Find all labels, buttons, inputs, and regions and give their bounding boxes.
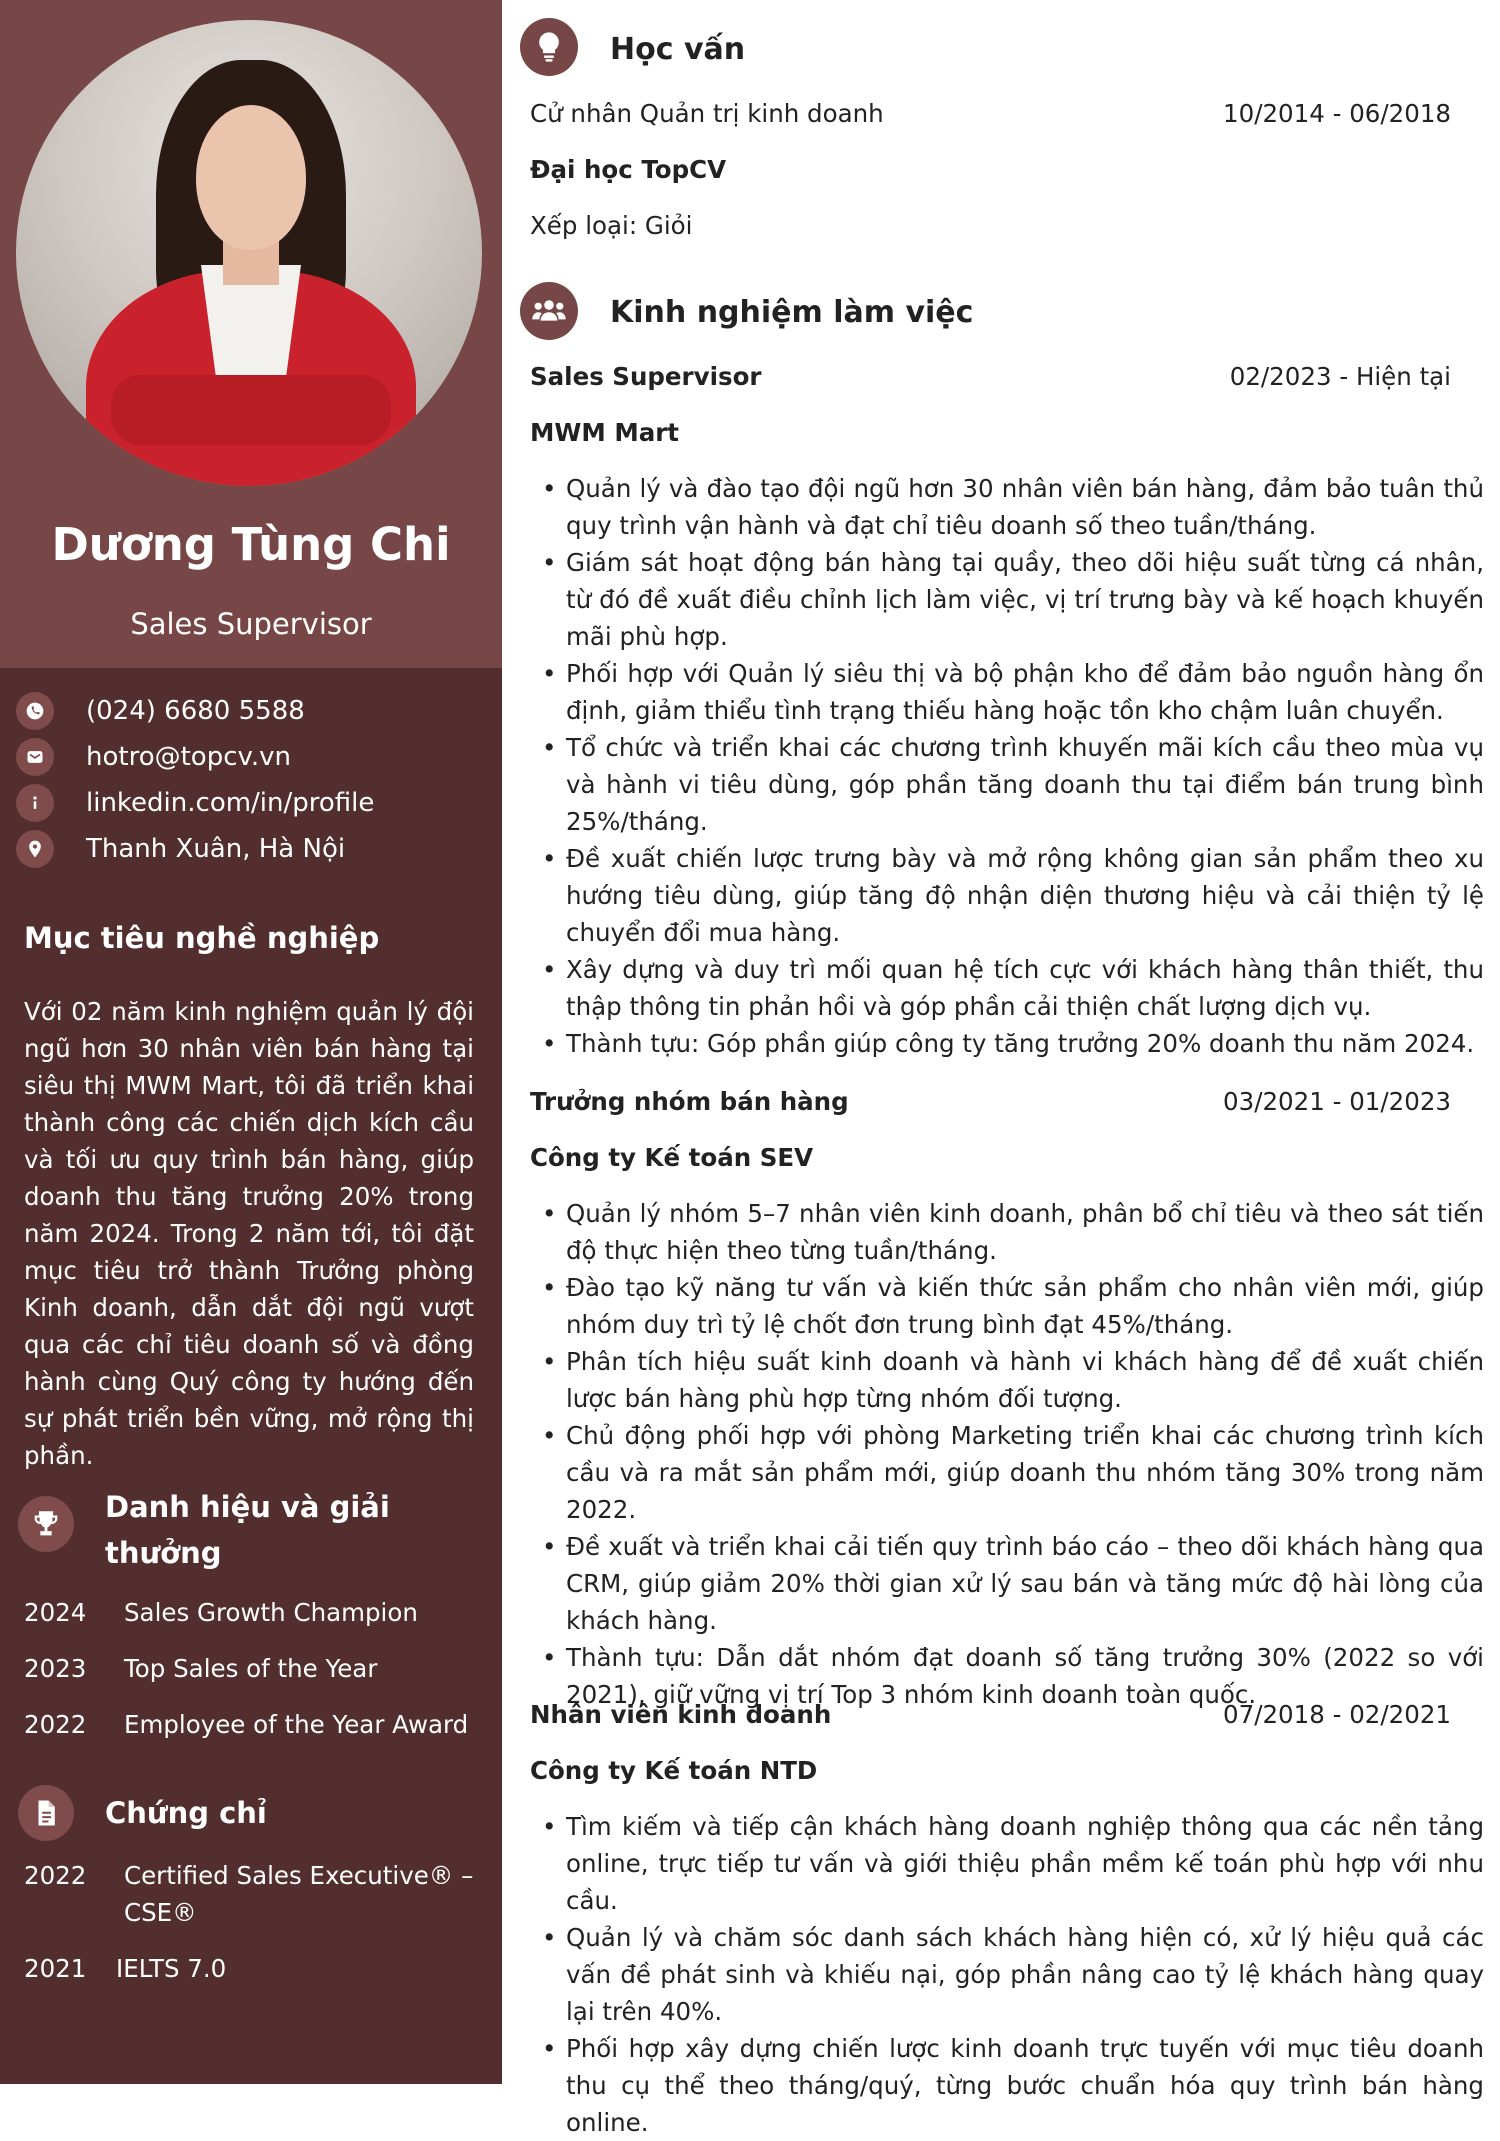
main-content (502, 0, 1500, 2137)
award-year: 2023 (24, 1654, 87, 1683)
list-item: • Quản lý và đào tạo đội ngũ hơn 30 nhân viên bán hàng, đảm bảo tuân thủ quy trình vận hành và đạt chỉ tiêu doanh số theo tuần/tháng. (542, 470, 1484, 544)
profile-title: Sales Supervisor (130, 607, 372, 641)
phone-icon (16, 692, 54, 730)
list-item: • Phối hợp với Quản lý siêu thị và bộ phận kho để đảm bảo nguồn hàng ổn định, giảm thiểu tình trạng thiếu hàng hoặc tồn kho chậm luân chuyển. (542, 655, 1484, 729)
mail-icon (16, 738, 54, 776)
trophy-icon (18, 1496, 74, 1552)
education-school: Đại học TopCV (530, 155, 727, 184)
job-date: 07/2018 - 02/2021 (1223, 1700, 1451, 1729)
award-name: Employee of the Year Award (124, 1710, 469, 1739)
job-bullets (542, 1195, 1484, 1713)
users-icon (520, 282, 578, 340)
list-item: • Tổ chức và triển khai các chương trình khuyến mãi kích cầu theo mùa vụ và hành vi tiêu dùng, góp phần tăng doanh thu tại điểm bán trung bình 25%/tháng. (542, 729, 1484, 840)
awards-heading-line2: thưởng (105, 1536, 222, 1570)
contact-linkedin[interactable] (16, 784, 374, 822)
award-item (24, 1594, 484, 1631)
list-item: • Thành tựu: Góp phần giúp công ty tăng trưởng 20% doanh thu năm 2024. (542, 1025, 1484, 1062)
award-year: 2022 (24, 1710, 87, 1739)
job-position: Sales Supervisor (530, 362, 762, 391)
sidebar (0, 0, 502, 2084)
job-bullets (542, 1808, 1484, 2141)
education-date: 10/2014 - 06/2018 (1223, 99, 1451, 128)
objective-text: Với 02 năm kinh nghiệm quản lý đội ngũ hơn 30 nhân viên bán hàng tại siêu thị MWM Mart, tôi đã triển khai thành công các chiến dịch kích cầu và tối ưu quy trình bán hàng, giúp doanh thu tăng trưởng 20% trong năm 2024. Trong 2 năm tới, tôi đặt mục tiêu trở thành Trưởng phòng Kinh doanh, dẫn dắt đội ngũ vượt qua các chỉ tiêu doanh số và đồng hành cùng Quý công ty hướng đến sự phát triển bền vững, mở rộng thị phần. (24, 997, 474, 1470)
certificate-name: IELTS 7.0 (116, 1954, 227, 1983)
certificate-year: 2022 (24, 1861, 87, 1890)
education-grade: Xếp loại: Giỏi (530, 211, 693, 240)
objective-heading: Mục tiêu nghề nghiệp (24, 921, 380, 955)
job-date: 02/2023 - Hiện tại (1229, 362, 1451, 391)
profile-photo (16, 20, 482, 486)
list-item: • Đề xuất và triển khai cải tiến quy trình báo cáo – theo dõi khách hàng qua CRM, giúp giảm 20% thời gian xử lý sau bán và tăng mức độ hài lòng của khách hàng. (542, 1528, 1484, 1639)
contact-email-text: hotro@topcv.vn (86, 742, 292, 772)
contact-linkedin-text: linkedin.com/in/profile (86, 788, 375, 818)
awards-heading (105, 1484, 390, 1576)
education-heading: Học vấn (610, 32, 746, 67)
award-item (24, 1706, 484, 1743)
certificate-item (24, 1950, 484, 1987)
list-item: • Chủ động phối hợp với phòng Marketing triển khai các chương trình kích cầu và ra mắt sản phẩm mới, giúp doanh thu nhóm tăng 30% trong năm 2022. (542, 1417, 1484, 1528)
award-year: 2024 (24, 1598, 87, 1627)
job-bullets (542, 470, 1484, 1062)
award-name: Top Sales of the Year (124, 1654, 378, 1683)
list-item: • Quản lý và chăm sóc danh sách khách hàng hiện có, xử lý hiệu quả các vấn đề phát sinh và khiếu nại, góp phần nâng cao tỷ lệ khách hàng quay lại trên 40%. (542, 1919, 1484, 2030)
certificate-name-line1: Certified Sales Executive® – (124, 1861, 474, 1890)
job-company: Công ty Kế toán NTD (530, 1756, 818, 1785)
education-degree: Cử nhân Quản trị kinh doanh (530, 99, 884, 128)
list-item: • Phối hợp xây dựng chiến lược kinh doanh trực tuyến với mục tiêu doanh thu cụ thể theo tháng/quý, từng bước chuẩn hóa quy trình bán hàng online. (542, 2030, 1484, 2141)
profile-header (0, 0, 502, 668)
location-icon (16, 830, 54, 868)
list-item: • Quản lý nhóm 5–7 nhân viên kinh doanh, phân bổ chỉ tiêu và theo sát tiến độ thực hiện theo từng tuần/tháng. (542, 1195, 1484, 1269)
job-header (530, 1083, 1475, 1120)
contact-location-text: Thanh Xuân, Hà Nội (86, 834, 346, 864)
award-name: Sales Growth Champion (124, 1598, 418, 1627)
award-item (24, 1650, 484, 1687)
list-item: • Tìm kiếm và tiếp cận khách hàng doanh nghiệp thông qua các nền tảng online, trực tiếp tư vấn và giới thiệu phần mềm kế toán phù hợp với nhu cầu. (542, 1808, 1484, 1919)
list-item: • Giám sát hoạt động bán hàng tại quầy, theo dõi hiệu suất từng cá nhân, từ đó đề xuất điều chỉnh lịch làm việc, vị trí trưng bày và kế hoạch khuyến mãi phù hợp. (542, 544, 1484, 655)
contact-phone-text: (024) 6680 5588 (86, 696, 305, 726)
info-icon (16, 784, 54, 822)
job-position: Trưởng nhóm bán hàng (530, 1087, 849, 1116)
document-icon (18, 1785, 74, 1841)
certificate-name-line2: CSE® (124, 1898, 197, 1927)
list-item: • Đề xuất chiến lược trưng bày và mở rộng không gian sản phẩm theo xu hướng tiêu dùng, giúp tăng độ nhận diện thương hiệu và cải thiện tỷ lệ chuyển đổi mua hàng. (542, 840, 1484, 951)
job-company: MWM Mart (530, 418, 680, 447)
list-item: • Đào tạo kỹ năng tư vấn và kiến thức sản phẩm cho nhân viên mới, giúp nhóm duy trì tỷ lệ chốt đơn trung bình đạt 45%/tháng. (542, 1269, 1484, 1343)
job-header (530, 358, 1475, 395)
list-item: • Thành tựu: Dẫn dắt nhóm đạt doanh số tăng trưởng 30% (2022 so với 2021), giữ vững vị trí Top 3 nhóm kinh doanh toàn quốc. (542, 1639, 1484, 1713)
job-header (530, 1696, 1475, 1733)
certificate-name (124, 1857, 473, 1931)
awards-heading-line1: Danh hiệu và giải (105, 1490, 390, 1524)
experience-heading: Kinh nghiệm làm việc (610, 295, 974, 330)
contact-phone[interactable] (16, 692, 305, 730)
contact-email[interactable] (16, 738, 291, 776)
lightbulb-icon (520, 18, 578, 76)
job-date: 03/2021 - 01/2023 (1223, 1087, 1451, 1116)
list-item: • Xây dựng và duy trì mối quan hệ tích cực với khách hàng thân thiết, thu thập thông tin phản hồi và góp phần cải thiện chất lượng dịch vụ. (542, 951, 1484, 1025)
job-company: Công ty Kế toán SEV (530, 1143, 814, 1172)
profile-name: Dương Tùng Chi (51, 518, 451, 571)
certificate-year: 2021 (24, 1954, 87, 1983)
list-item: • Phân tích hiệu suất kinh doanh và hành vi khách hàng để đề xuất chiến lược bán hàng phù hợp từng nhóm đối tượng. (542, 1343, 1484, 1417)
certificate-item (24, 1857, 484, 1931)
education-row (530, 95, 1475, 132)
job-position: Nhân viên kinh doanh (530, 1700, 832, 1729)
certificates-heading: Chứng chỉ (105, 1796, 267, 1830)
contact-location (16, 830, 345, 868)
